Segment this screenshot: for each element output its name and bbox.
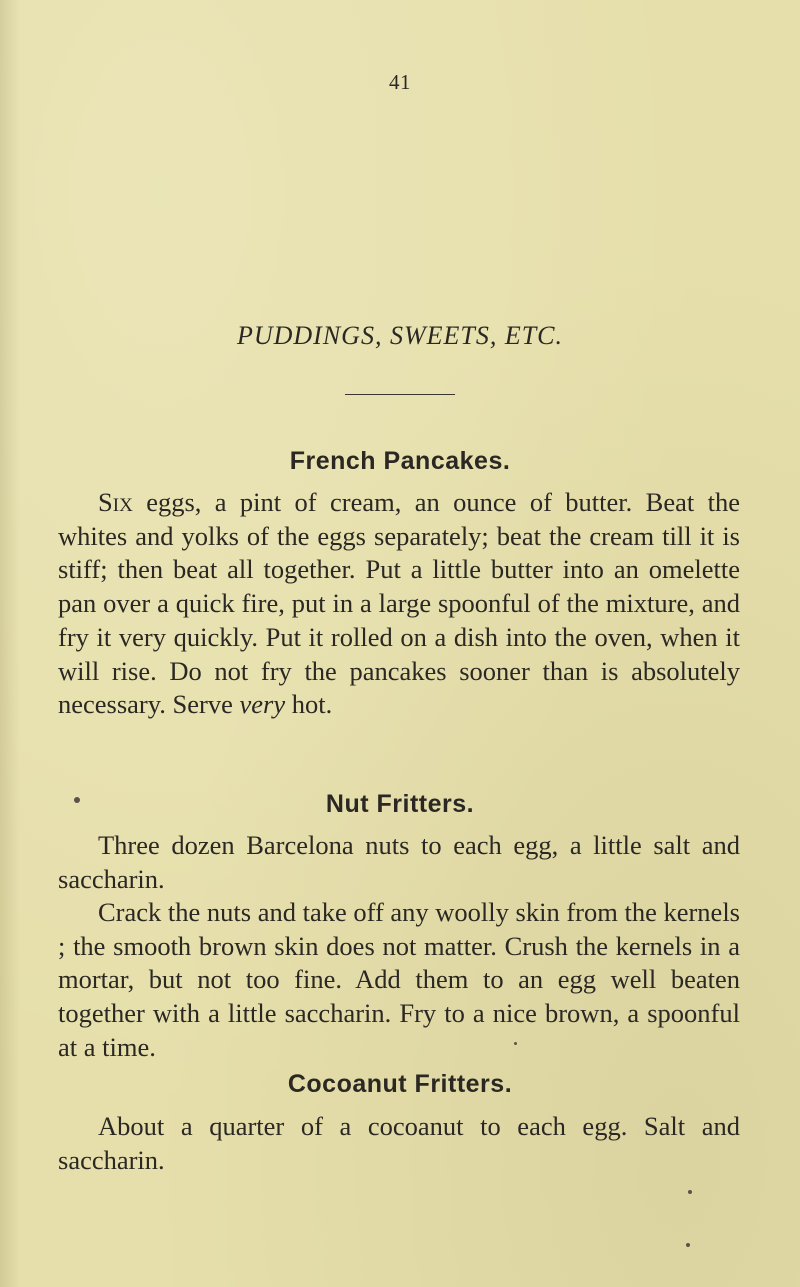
recipe-title-cocoanut-fritters: Cocoanut Fritters. bbox=[287, 1070, 513, 1098]
paragraph-text-end: hot. bbox=[285, 689, 333, 720]
section-divider bbox=[345, 394, 455, 395]
emphasis-word: very bbox=[239, 689, 286, 720]
paper-speck bbox=[514, 1042, 517, 1045]
paper-speck bbox=[686, 1243, 690, 1247]
recipe-paragraph: Crack the nuts and take off any woolly skin from the kernels ; the smooth brown skin does not matter. Crush the kernels in a mortar, but not too fine. Add them to an egg well beaten together with a little saccharin. Fry to a nice brown, a spoonful at a time. bbox=[58, 897, 740, 1062]
paper-speck bbox=[74, 797, 80, 803]
lead-word: Six bbox=[98, 487, 133, 517]
paragraph-text: eggs, a pint of cream, an ounce of butter. Beat the whites and yolks of the eggs separately; beat the cream till it is stiff; then beat all together. Put a little butter into an omelette pan over a quick fire, put in a large spoonful of the mixture, and fry it very quickly. Put it rolled on a dish into the oven, when it will rise. Do not fry the pancakes sooner than is absolutely necessary. Serve bbox=[58, 487, 740, 720]
paper-speck bbox=[688, 1190, 692, 1194]
page-number: 41 bbox=[389, 70, 411, 94]
section-title: PUDDINGS, SWEETS, ETC. bbox=[236, 321, 564, 350]
recipe-title-nut-fritters: Nut Fritters. bbox=[325, 790, 475, 818]
recipe-paragraph: About a quarter of a cocoanut to each egg. Salt and saccharin. bbox=[58, 1111, 740, 1175]
recipe-title-french-pancakes: French Pancakes. bbox=[289, 447, 511, 475]
recipe-paragraph bbox=[58, 486, 740, 722]
recipe-paragraph: Three dozen Barcelona nuts to each egg, a little salt and saccharin. bbox=[58, 830, 740, 894]
